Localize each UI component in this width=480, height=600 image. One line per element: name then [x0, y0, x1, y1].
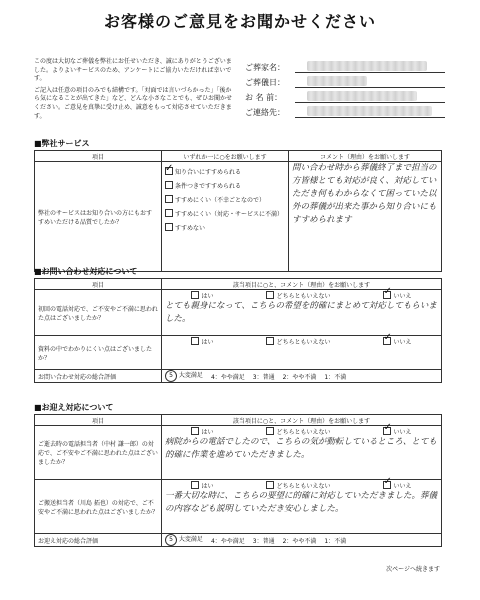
inquiry-eval-label: お問い合わせ対応の総合評価 — [35, 370, 162, 383]
checkbox-checked-icon[interactable] — [383, 427, 391, 435]
name-label: お 名 前： — [245, 93, 283, 102]
funeral-date-label: ご葬儀日： — [245, 78, 285, 87]
pickup-q1-comment[interactable]: 病院からの電話でしたので、こちらの気が動転しているところ、とても的確に作業を進めていただきました。 — [165, 437, 437, 460]
col-comment: 該当項目に○と、コメント（理由）をお願いします — [162, 279, 442, 290]
service-question: 弊社のサービスはお知り合いの方にもおすすめいただける品質でしたか？ — [35, 162, 162, 272]
section-service-title: ■弊社サービス — [34, 139, 90, 148]
checkbox-icon[interactable] — [191, 337, 199, 345]
inquiry-table — [34, 278, 442, 383]
pickup-q2-comment[interactable]: 一番大切な時に、こちらの要望に的確に対応していただきました。葬儀の内容なども説明していただき安心しました。 — [165, 491, 438, 514]
option-hard-misfortune[interactable]: すすめにくい（不幸ごとなので） — [165, 194, 285, 208]
no-option[interactable]: ✓ いいえ — [383, 291, 411, 300]
neutral-option[interactable]: どちらともいえない — [266, 481, 330, 490]
inquiry-q1-comment[interactable]: とても親身になって、こちらの希望を的確にまとめて対応してもらいました。 — [165, 301, 437, 324]
checkbox-checked-icon[interactable] — [383, 337, 391, 345]
family-name-label: ご葬家名： — [245, 63, 285, 72]
name-field — [295, 90, 445, 103]
col-item: 項目 — [35, 279, 162, 290]
checkbox-icon[interactable] — [191, 481, 199, 489]
contact-field — [295, 105, 445, 118]
rating-selected-icon[interactable]: 5 — [165, 534, 177, 546]
checkbox-icon[interactable] — [165, 223, 173, 231]
inquiry-q2-answer — [162, 336, 442, 370]
inquiry-q1-answer — [162, 290, 442, 336]
pickup-q2: ご搬送担当者（川島 拓也）の対応で、ご不安やご不満に思われた点はございましたか？ — [35, 480, 162, 534]
checkbox-icon[interactable] — [266, 427, 274, 435]
checkbox-checked-icon[interactable] — [165, 167, 173, 175]
rating-3[interactable]: 3：普通 — [252, 373, 275, 381]
intro-paragraph-1: この度は大切なご葬儀を弊社にお任せいただき、誠にありがとうございました。よりよいサービスのため、アンケートにご協力いただければ幸いです。 — [34, 58, 232, 83]
checkbox-icon[interactable] — [266, 337, 274, 345]
rating-1[interactable]: 1：不満 — [324, 373, 347, 381]
contact-label: ご連絡先： — [245, 108, 285, 117]
inquiry-eval-options — [162, 370, 442, 383]
section-pickup-title: ■お迎え対応について — [34, 403, 114, 412]
checkbox-icon[interactable] — [165, 181, 173, 189]
option-conditional[interactable]: 条件つきですすめられる — [165, 180, 285, 194]
pickup-eval-options — [162, 534, 442, 547]
next-page-note: 次ページへ続きます — [386, 566, 440, 573]
pickup-q2-answer — [162, 480, 442, 534]
checkbox-icon[interactable] — [191, 427, 199, 435]
funeral-date-field — [295, 75, 445, 88]
service-options — [162, 162, 289, 272]
checkbox-checked-icon[interactable] — [383, 291, 391, 299]
col-comment: 該当項目に○と、コメント（理由）をお願いします — [162, 415, 442, 426]
neutral-option[interactable]: どちらともいえない — [266, 427, 330, 436]
option-hard-dissatisfied[interactable]: すすめにくい（対応・サービスに不満） — [165, 208, 285, 222]
no-option[interactable]: ✓ いいえ — [383, 481, 411, 490]
col-item: 項目 — [35, 415, 162, 426]
service-table — [34, 150, 442, 272]
page-title: お客様のご意見をお聞かせください — [103, 12, 376, 31]
yes-option[interactable]: はい — [191, 481, 213, 490]
col-comment: コメント（理由）をお願いします — [289, 151, 442, 162]
no-option[interactable]: ✓ いいえ — [383, 427, 411, 436]
intro-text — [34, 58, 234, 124]
checkbox-icon[interactable] — [266, 481, 274, 489]
yes-option[interactable]: はい — [191, 427, 213, 436]
col-choice: いずれか一に○をお願いします — [162, 151, 289, 162]
intro-paragraph-2: ご記入は任意の項目のみでも結構です。「対面では言いづらかった」「後から気になることが出てきた」など、どんな小さなことでも、ぜひお聞かせください。ご意見を真摯に受け止め、誠意をもって対応させていただきます。 — [34, 86, 233, 120]
service-comment[interactable]: 問い合わせ時から葬儀終了まで担当の方皆様とても対応が良く、対応していただき何もわからなくて困っていた以外の葬儀が出来た事から知り合いにもすすめられます — [289, 162, 442, 272]
rating-2[interactable]: 2：やや不満 — [282, 373, 317, 381]
section-inquiry-title: ■お問い合わせ対応について — [34, 267, 138, 276]
yes-option[interactable]: はい — [191, 291, 213, 300]
customer-info — [245, 58, 445, 118]
checkbox-checked-icon[interactable] — [383, 481, 391, 489]
pickup-q1: ご逝去時の電話担当者（中村 謙一郎）の対応で、ご不安やご不満に思われた点はございましたか？ — [35, 426, 162, 480]
family-name-field — [295, 60, 445, 73]
inquiry-q2: 資料の中でわかりにくい点はございましたか？ — [35, 336, 162, 370]
inquiry-q1: 初回の電話対応で、ご不安やご不満に思われた点はございましたか？ — [35, 290, 162, 336]
pickup-table — [34, 414, 442, 547]
rating-selected-icon[interactable]: 5 — [165, 370, 177, 382]
rating-5[interactable]: 5 大変満足 — [165, 534, 203, 546]
checkbox-icon[interactable] — [191, 291, 199, 299]
rating-1[interactable]: 1：不満 — [324, 537, 347, 545]
rating-4[interactable]: 4：やや満足 — [210, 373, 245, 381]
pickup-q1-answer — [162, 426, 442, 480]
checkbox-icon[interactable] — [165, 209, 173, 217]
rating-3[interactable]: 3：普通 — [252, 537, 275, 545]
yes-option[interactable]: はい — [191, 337, 213, 346]
pickup-eval-label: お迎え対応の総合評価 — [35, 534, 162, 547]
rating-2[interactable]: 2：やや不満 — [282, 537, 317, 545]
option-not-recommend[interactable]: すすめない — [165, 222, 285, 236]
checkbox-icon[interactable] — [165, 195, 173, 203]
neutral-option[interactable]: どちらともいえない — [266, 291, 330, 300]
col-item: 項目 — [35, 151, 162, 162]
option-recommend[interactable]: ✓知り合いにすすめられる — [165, 166, 285, 180]
checkbox-icon[interactable] — [266, 291, 274, 299]
neutral-option[interactable]: どちらともいえない — [266, 337, 330, 346]
rating-5[interactable]: 5 大変満足 — [165, 370, 203, 382]
no-option[interactable]: ✓ いいえ — [383, 337, 411, 346]
rating-4[interactable]: 4：やや満足 — [210, 537, 245, 545]
